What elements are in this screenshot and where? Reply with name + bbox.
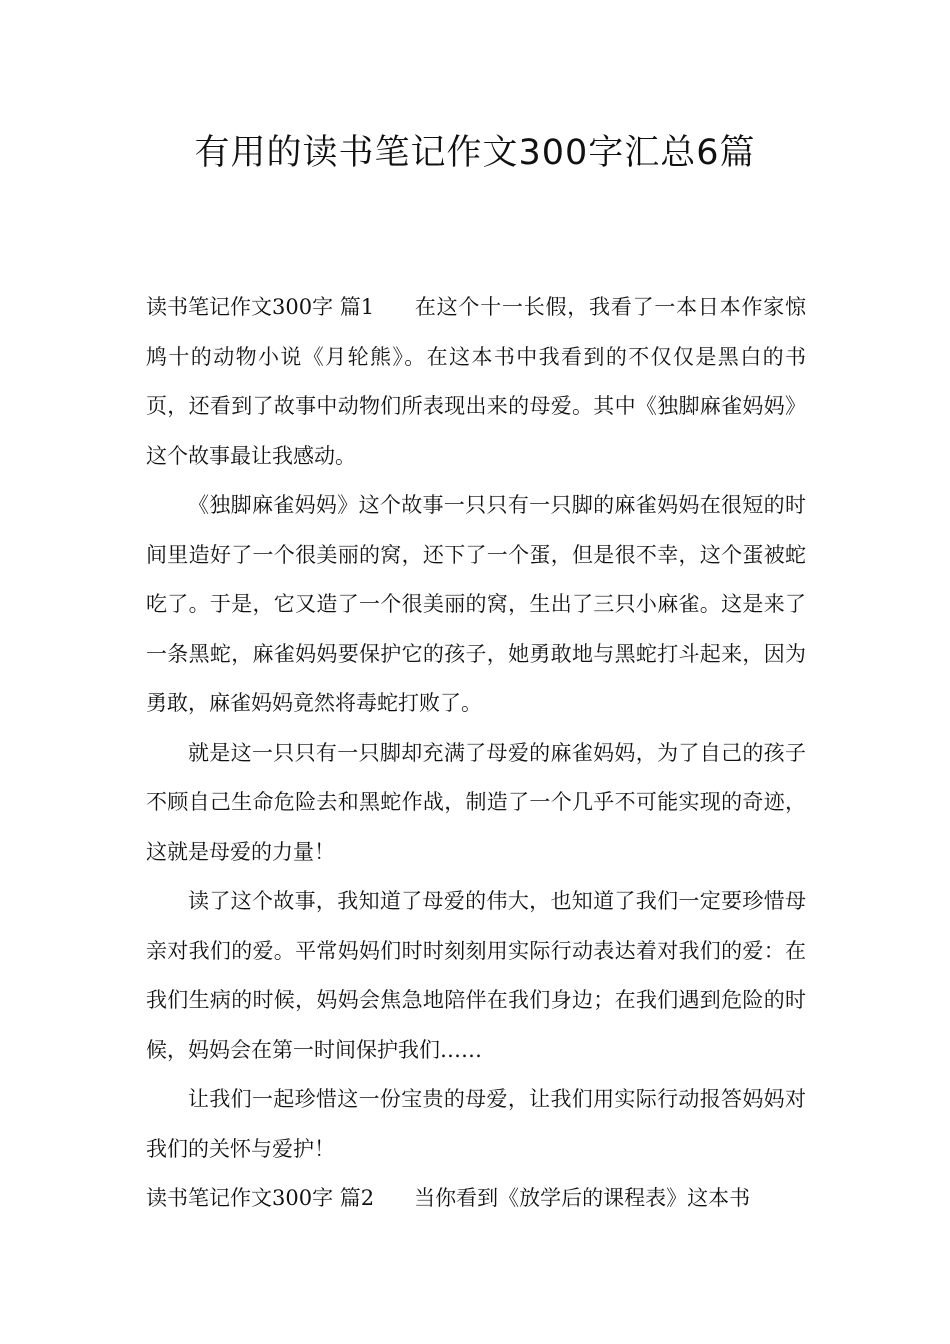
- document-title: 有用的读书笔记作文300字汇总6篇: [194, 133, 756, 173]
- section-2-intro-paragraph: [146, 1174, 806, 1224]
- section-2-label: 读书笔记作文300字 篇2: [146, 1186, 375, 1210]
- document-body: [146, 283, 806, 1224]
- paragraph: 读了这个故事，我知道了母爱的伟大，也知道了我们一定要珍惜母亲对我们的爱。平常妈妈们时时刻刻用实际行动表达着对我们的爱：在我们生病的时候，妈妈会焦急地陪伴在我们身边；在我们遇到危险的时候，妈妈会在第一时间保护我们……: [146, 889, 806, 1062]
- paragraph: 就是这一只只有一只脚却充满了母爱的麻雀妈妈，为了自己的孩子不顾自己生命危险去和黑蛇作战，制造了一个几乎不可能实现的奇迹，这就是母爱的力量！: [146, 740, 806, 864]
- section-2-intro-text: 当你看到《放学后的课程表》这本书: [414, 1186, 751, 1210]
- section-1-intro-text: 在这个十一长假，我看了一本日本作家惊鸠十的动物小说《月轮熊》。在这本书中我看到的不仅仅是黑白的书页，还看到了故事中动物们所表现出来的母爱。其中《独脚麻雀妈妈》这个故事最让我感动。: [146, 295, 806, 468]
- paragraph: 《独脚麻雀妈妈》这个故事一只只有一只脚的麻雀妈妈在很短的时间里造好了一个很美丽的窝，还下了一个蛋，但是很不幸，这个蛋被蛇吃了。于是，它又造了一个很美丽的窝，生出了三只小麻雀。这是来了一条黑蛇，麻雀妈妈要保护它的孩子，她勇敢地与黑蛇打斗起来，因为勇敢，麻雀妈妈竟然将毒蛇打败了。: [146, 493, 806, 715]
- paragraph: 让我们一起珍惜这一份宝贵的母爱，让我们用实际行动报答妈妈对我们的关怀与爱护！: [146, 1087, 806, 1161]
- section-1-intro-paragraph: [146, 283, 806, 481]
- section-1-label: 读书笔记作文300字 篇1: [146, 295, 375, 319]
